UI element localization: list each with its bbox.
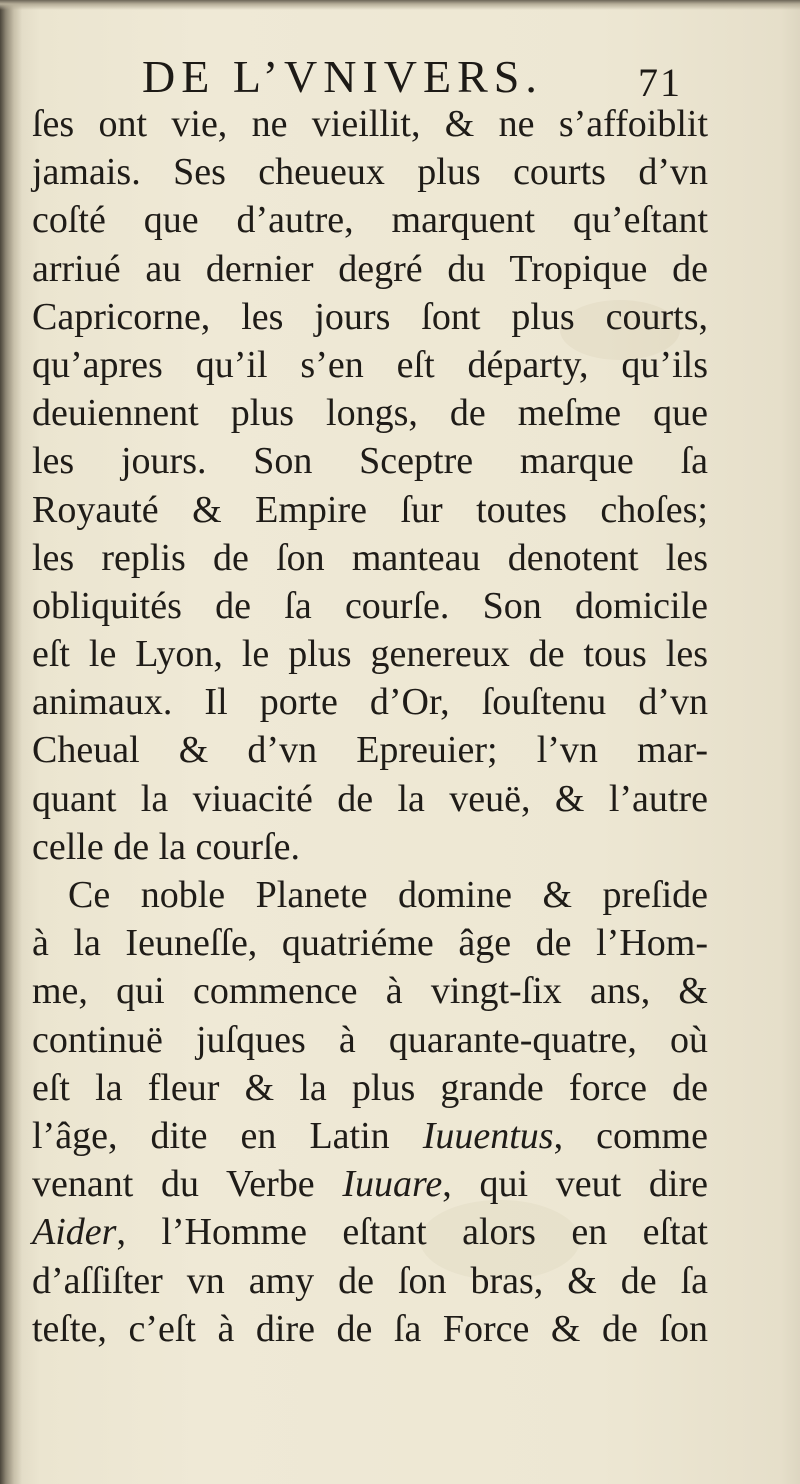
paragraph	[32, 100, 708, 871]
text-run: l’âge, dite en Latin	[32, 1114, 423, 1157]
text-run: , qui veut dire	[442, 1163, 708, 1206]
text-line: deuiennent plus longs, de meſme que	[32, 392, 708, 435]
text-line	[32, 1160, 708, 1208]
body-text	[32, 100, 708, 1353]
text-line: continuë juſques à quarante-quatre, où	[32, 1018, 708, 1061]
text-line: animaux. Il porte d’Or, ſouſtenu d’vn	[32, 681, 708, 724]
text-line: ſes ont vie, ne vieillit, & ne s’affoiblit	[32, 103, 708, 145]
text-line: d’aſſiſter vn amy de ſon bras, & de ſa	[32, 1259, 708, 1302]
text-line: qu’apres qu’il s’en eſt départy, qu’ils	[32, 343, 708, 386]
text-run: venant du Verbe	[32, 1163, 343, 1206]
text-line: les replis de ſon manteau denotent les	[32, 536, 708, 579]
running-title: DE L’VNIVERS.	[142, 51, 543, 102]
text-line: à la Ieuneſſe, quatriéme âge de l’Hom-	[32, 922, 708, 965]
text-line: eſt la fleur & la plus grande force de	[32, 1066, 708, 1109]
running-head	[0, 51, 800, 105]
text-line	[32, 1208, 708, 1256]
text-line: coſté que d’autre, marquent qu’eſtant	[32, 199, 708, 242]
page-top-edge	[0, 0, 800, 10]
text-run: , l’Homme eſtant alors en eſtat	[116, 1211, 708, 1254]
text-line: me, qui commence à vingt-ſix ans, &	[32, 970, 708, 1013]
text-line	[32, 1112, 708, 1160]
text-line: jamais. Ses cheueux plus courts d’vn	[32, 151, 708, 194]
text-line: celle de la courſe.	[32, 825, 300, 868]
text-line: les jours. Son Sceptre marque ſa	[32, 440, 708, 483]
binding-edge	[0, 0, 22, 1484]
text-line: arriué au dernier degré du Tropique de	[32, 247, 708, 290]
page-number: 71	[638, 60, 682, 105]
paragraph	[32, 871, 708, 1353]
text-line: eſt le Lyon, le plus genereux de tous les	[32, 633, 708, 676]
latin-word: Iuuare	[342, 1163, 443, 1206]
text-line: Capricorne, les jours ſont plus courts,	[32, 295, 708, 338]
text-line: teſte, c’eſt à dire de ſa Force & de ſon	[32, 1307, 708, 1350]
text-run: , comme	[553, 1114, 708, 1157]
text-line: Royauté & Empire ſur toutes choſes;	[32, 488, 708, 531]
text-line: obliquités de ſa courſe. Son domicile	[32, 584, 708, 627]
italic-word: Aider	[32, 1211, 117, 1254]
text-line: Cheual & d’vn Epreuier; l’vn mar-	[32, 729, 708, 772]
text-line: quant la viuacité de la veuë, & l’autre	[32, 777, 708, 820]
latin-word: Iuuentus	[422, 1114, 554, 1157]
text-line: Ce noble Planete domine & preſide	[68, 874, 708, 916]
